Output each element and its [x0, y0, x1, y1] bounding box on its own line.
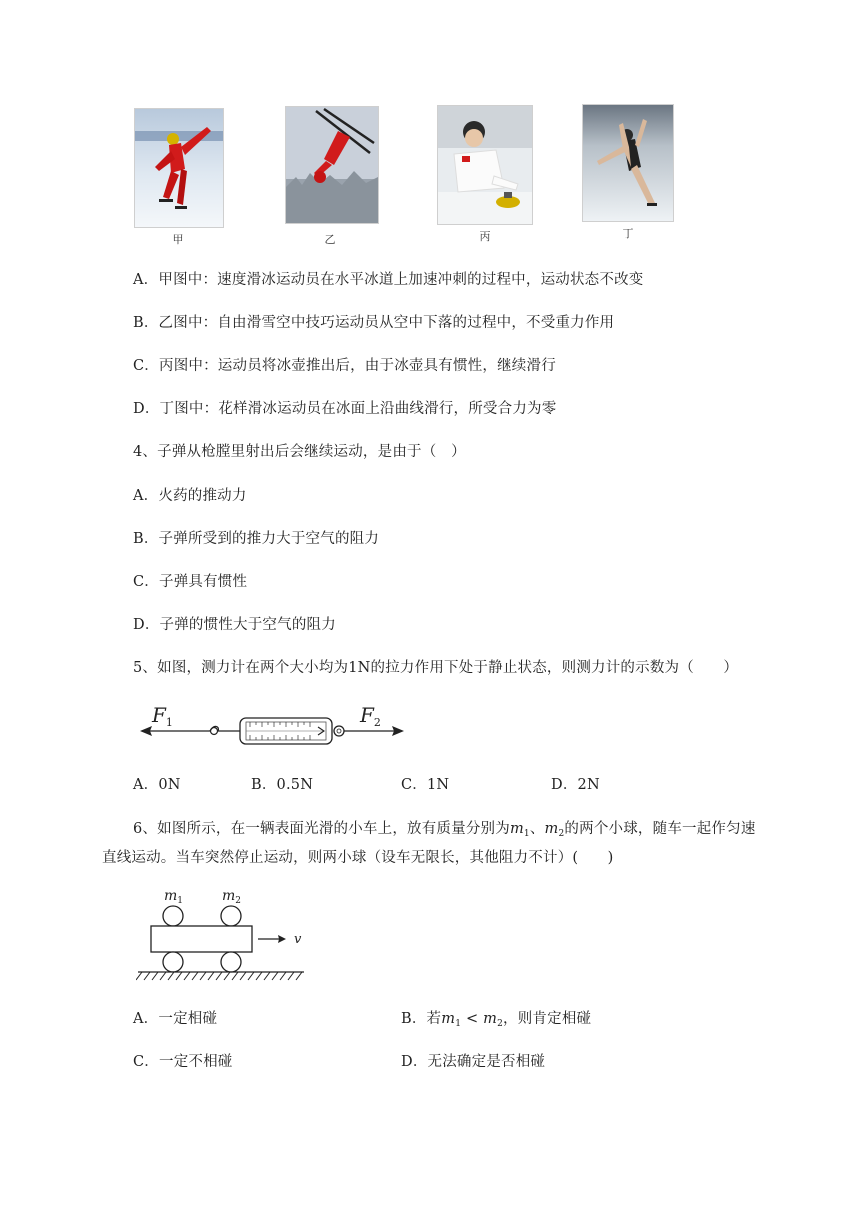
- q5-option-b[interactable]: B．0.5N: [251, 777, 314, 793]
- cart-figure: [136, 884, 316, 984]
- caption-jia: 甲: [172, 233, 184, 246]
- q6-option-d[interactable]: D．无法确定是否相碰: [401, 1054, 546, 1070]
- label-v: v: [294, 932, 302, 947]
- caption-bing: 丙: [479, 230, 491, 243]
- photo-figure-skater: [582, 104, 674, 222]
- ball-m2: [221, 906, 241, 926]
- photo-speed-skater: [134, 108, 224, 228]
- q4-stem: 4、子弹从枪膛里射出后会继续运动，是由于（ ）: [133, 444, 466, 460]
- q4-option-d[interactable]: D．子弹的惯性大于空气的阻力: [133, 617, 336, 633]
- cart-wheel-right: [221, 952, 241, 972]
- symbol-m1: $m_1$: [509, 821, 530, 839]
- q3-option-b[interactable]: B．乙图中：自由滑雪空中技巧运动员从空中下落的过程中，不受重力作用: [133, 315, 615, 331]
- caption-yi: 乙: [324, 233, 336, 246]
- q3-option-c[interactable]: C．丙图中：运动员将冰壶推出后，由于冰壶具有惯性，继续滑行: [133, 358, 556, 374]
- q6-stem-line1: 6、如图所示，在一辆表面光滑的小车上，放有质量分别为$m_1$、$m_2$的两个小球，随车一起作匀速: [133, 821, 756, 839]
- cart-diagram: [136, 884, 316, 984]
- q6-option-a[interactable]: A．一定相碰: [133, 1011, 218, 1027]
- label-m2: $m_2$: [222, 888, 242, 906]
- q3-option-d[interactable]: D．丁图中：花样滑冰运动员在冰面上沿曲线滑行，所受合力为零: [133, 401, 557, 417]
- photo-curler: [437, 105, 533, 225]
- q5-stem: 5、如图，测力计在两个大小均为1N的拉力作用下处于静止状态，则测力计的示数为（ ）: [133, 660, 739, 676]
- ball-m1: [163, 906, 183, 926]
- q4-option-b[interactable]: B．子弹所受到的推力大于空气的阻力: [133, 531, 380, 547]
- label-m1: $m_1$: [164, 888, 184, 906]
- cart-body: [151, 926, 252, 952]
- q4-option-c[interactable]: C．子弹具有惯性: [133, 574, 248, 590]
- spring-scale-diagram: [138, 700, 408, 752]
- photo-aerial-skier: [285, 106, 379, 224]
- q5-option-c[interactable]: C．1N: [401, 777, 450, 793]
- q5-option-d[interactable]: D．2N: [551, 777, 600, 793]
- q6-stem-line2: 直线运动。当车突然停止运动，则两小球（设车无限长，其他阻力不计）( ): [102, 850, 614, 866]
- force-label-f1: $F_1$: [152, 703, 173, 729]
- cart-wheel-left: [163, 952, 183, 972]
- caption-ding: 丁: [622, 227, 634, 240]
- force-label-f2: $F_2$: [360, 703, 381, 729]
- q6-option-b[interactable]: B．若$m_1 < m_2$，则肯定相碰: [401, 1011, 592, 1029]
- q3-option-a[interactable]: A．甲图中：速度滑冰运动员在水平冰道上加速冲刺的过程中，运动状态不改变: [133, 272, 644, 288]
- spring-scale-figure: [138, 700, 408, 752]
- symbol-m2: $m_2$: [544, 821, 565, 839]
- q5-option-a[interactable]: A．0N: [133, 777, 181, 793]
- q6-option-c[interactable]: C．一定不相碰: [133, 1054, 233, 1070]
- q4-option-a[interactable]: A．火药的推动力: [133, 488, 247, 504]
